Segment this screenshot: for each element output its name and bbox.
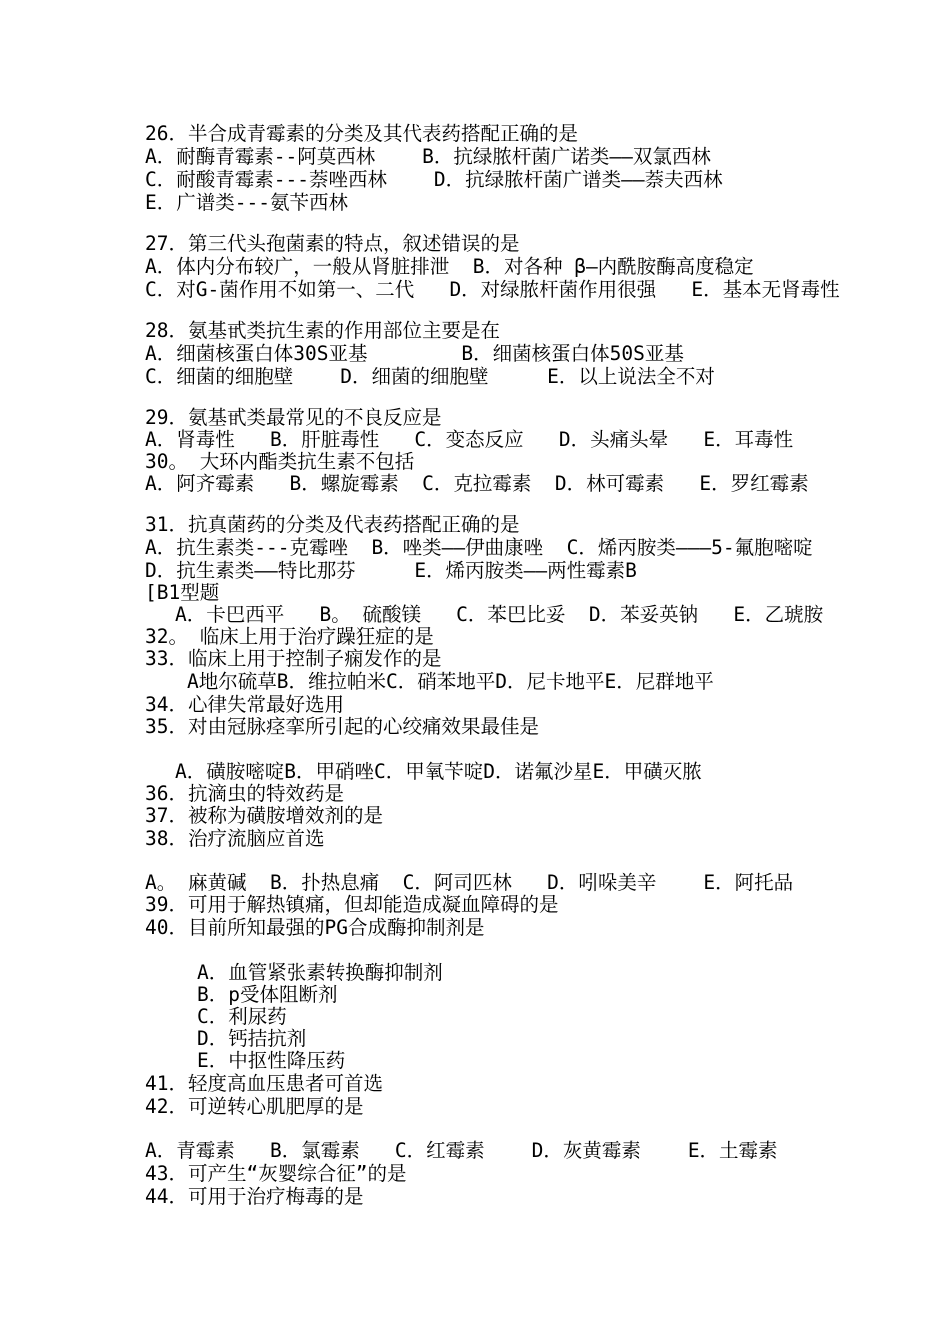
b1-option-a: A．血管紧张素转换酶抑制剂 xyxy=(197,961,443,984)
question-43: 43．可产生“灰婴综合征”的是 xyxy=(145,1162,407,1185)
b1-options-39-40: A。 麻黄碱 B．扑热息痛 C．阿司匹林 D．吲哚美辛 E．阿托品 xyxy=(145,871,794,894)
question-37: 37．被称为磺胺增效剂的是 xyxy=(145,804,383,827)
b1-option-b: B．p受体阻断剂 xyxy=(197,983,338,1006)
question-44: 44．可用于治疗梅毒的是 xyxy=(145,1185,364,1208)
b1-options-34-35: A地尔硫草B．维拉帕米C．硝苯地平D．尼卡地平E．尼群地平 xyxy=(187,670,714,693)
b1-options-43-44: A．青霉素 B．氯霉素 C．红霉素 D．灰黄霉素 E．土霉素 xyxy=(145,1139,778,1162)
b1-option-c: C．利尿药 xyxy=(197,1005,287,1028)
question-26: 26．半合成青霉素的分类及其代表药搭配正确的是 xyxy=(145,122,578,145)
b1-option-d: D．钙拮抗剂 xyxy=(197,1027,307,1050)
q28-options-cde: C．细菌的细胞壁 D．细菌的细胞壁 E．以上说法全不对 xyxy=(145,365,715,388)
question-31: 31．抗真菌药的分类及代表药搭配正确的是 xyxy=(145,513,520,536)
q26-option-e: E．广谱类---氨苄西林 xyxy=(145,191,348,214)
question-33: 33．临床上用于控制子痫发作的是 xyxy=(145,647,442,670)
b1-option-e: E．中抠性降压药 xyxy=(197,1049,346,1072)
q26-options-cd: C．耐酸青霉素---萘唑西林 D．抗绿脓杆菌广谱类——萘夫西林 xyxy=(145,168,723,191)
question-38: 38．治疗流脑应首选 xyxy=(145,827,325,850)
q30-options: A．阿齐霉素 B．螺旋霉素 C．克拉霉素 D．林可霉素 E．罗红霉素 xyxy=(145,472,809,495)
question-35: 35．对由冠脉痉挛所引起的心绞痛效果最佳是 xyxy=(145,715,539,738)
q27-options-cde: C．对G-菌作用不如第一、二代 D．对绿脓杆菌作用很强 E．基本无肾毒性 xyxy=(145,278,840,301)
q31-options-de: D．抗生素类——特比那芬 E．烯丙胺类——两性霉素B xyxy=(145,559,637,582)
question-36: 36．抗滴虫的特效药是 xyxy=(145,782,344,805)
question-28: 28．氨基甙类抗生素的作用部位主要是在 xyxy=(145,319,500,342)
question-32: 32。 临床上用于治疗躁狂症的是 xyxy=(145,625,434,648)
b1-options-32-33: A．卡巴西平 B。 硫酸镁 C．苯巴比妥 D．苯妥英钠 E．乙琥胺 xyxy=(175,603,824,626)
b1-options-36-38: A．磺胺嘧啶B．甲硝唑C．甲氧苄啶D．诺氟沙星E．甲磺灭脓 xyxy=(175,760,702,783)
question-27: 27．第三代头孢菌素的特点，叙述错误的是 xyxy=(145,232,520,255)
q31-options-abc: A．抗生素类---克霉唑 B．唑类——伊曲康唑 C．烯丙胺类———5-氟胞嘧啶 xyxy=(145,536,813,559)
question-30: 30。 大环内酯类抗生素不包括 xyxy=(145,450,415,473)
section-b1-heading: [B1型题 xyxy=(145,581,220,604)
q26-options-ab: A．耐酶青霉素--阿莫西林 B．抗绿脓杆菌广诺类——双氯西林 xyxy=(145,145,711,168)
question-39: 39．可用于解热镇痛，但却能造成凝血障碍的是 xyxy=(145,893,559,916)
question-41: 41．轻度高血压患者可首选 xyxy=(145,1072,383,1095)
question-40: 40．目前所知最强的PG合成酶抑制剂是 xyxy=(145,916,485,939)
question-29: 29．氨基甙类最常见的不良反应是 xyxy=(145,406,442,429)
q29-options: A．肾毒性 B．肝脏毒性 C．变态反应 D．头痛头晕 E．耳毒性 xyxy=(145,428,794,451)
question-42: 42．可逆转心肌肥厚的是 xyxy=(145,1095,364,1118)
question-34: 34．心律失常最好选用 xyxy=(145,693,344,716)
q28-options-ab: A．细菌核蛋白体30S亚基 B．细菌核蛋白体50S亚基 xyxy=(145,342,684,365)
q27-options-ab: A．体内分布较广，一般从肾脏排泄 B．对各种 β—内酰胺酶高度稳定 xyxy=(145,255,754,278)
